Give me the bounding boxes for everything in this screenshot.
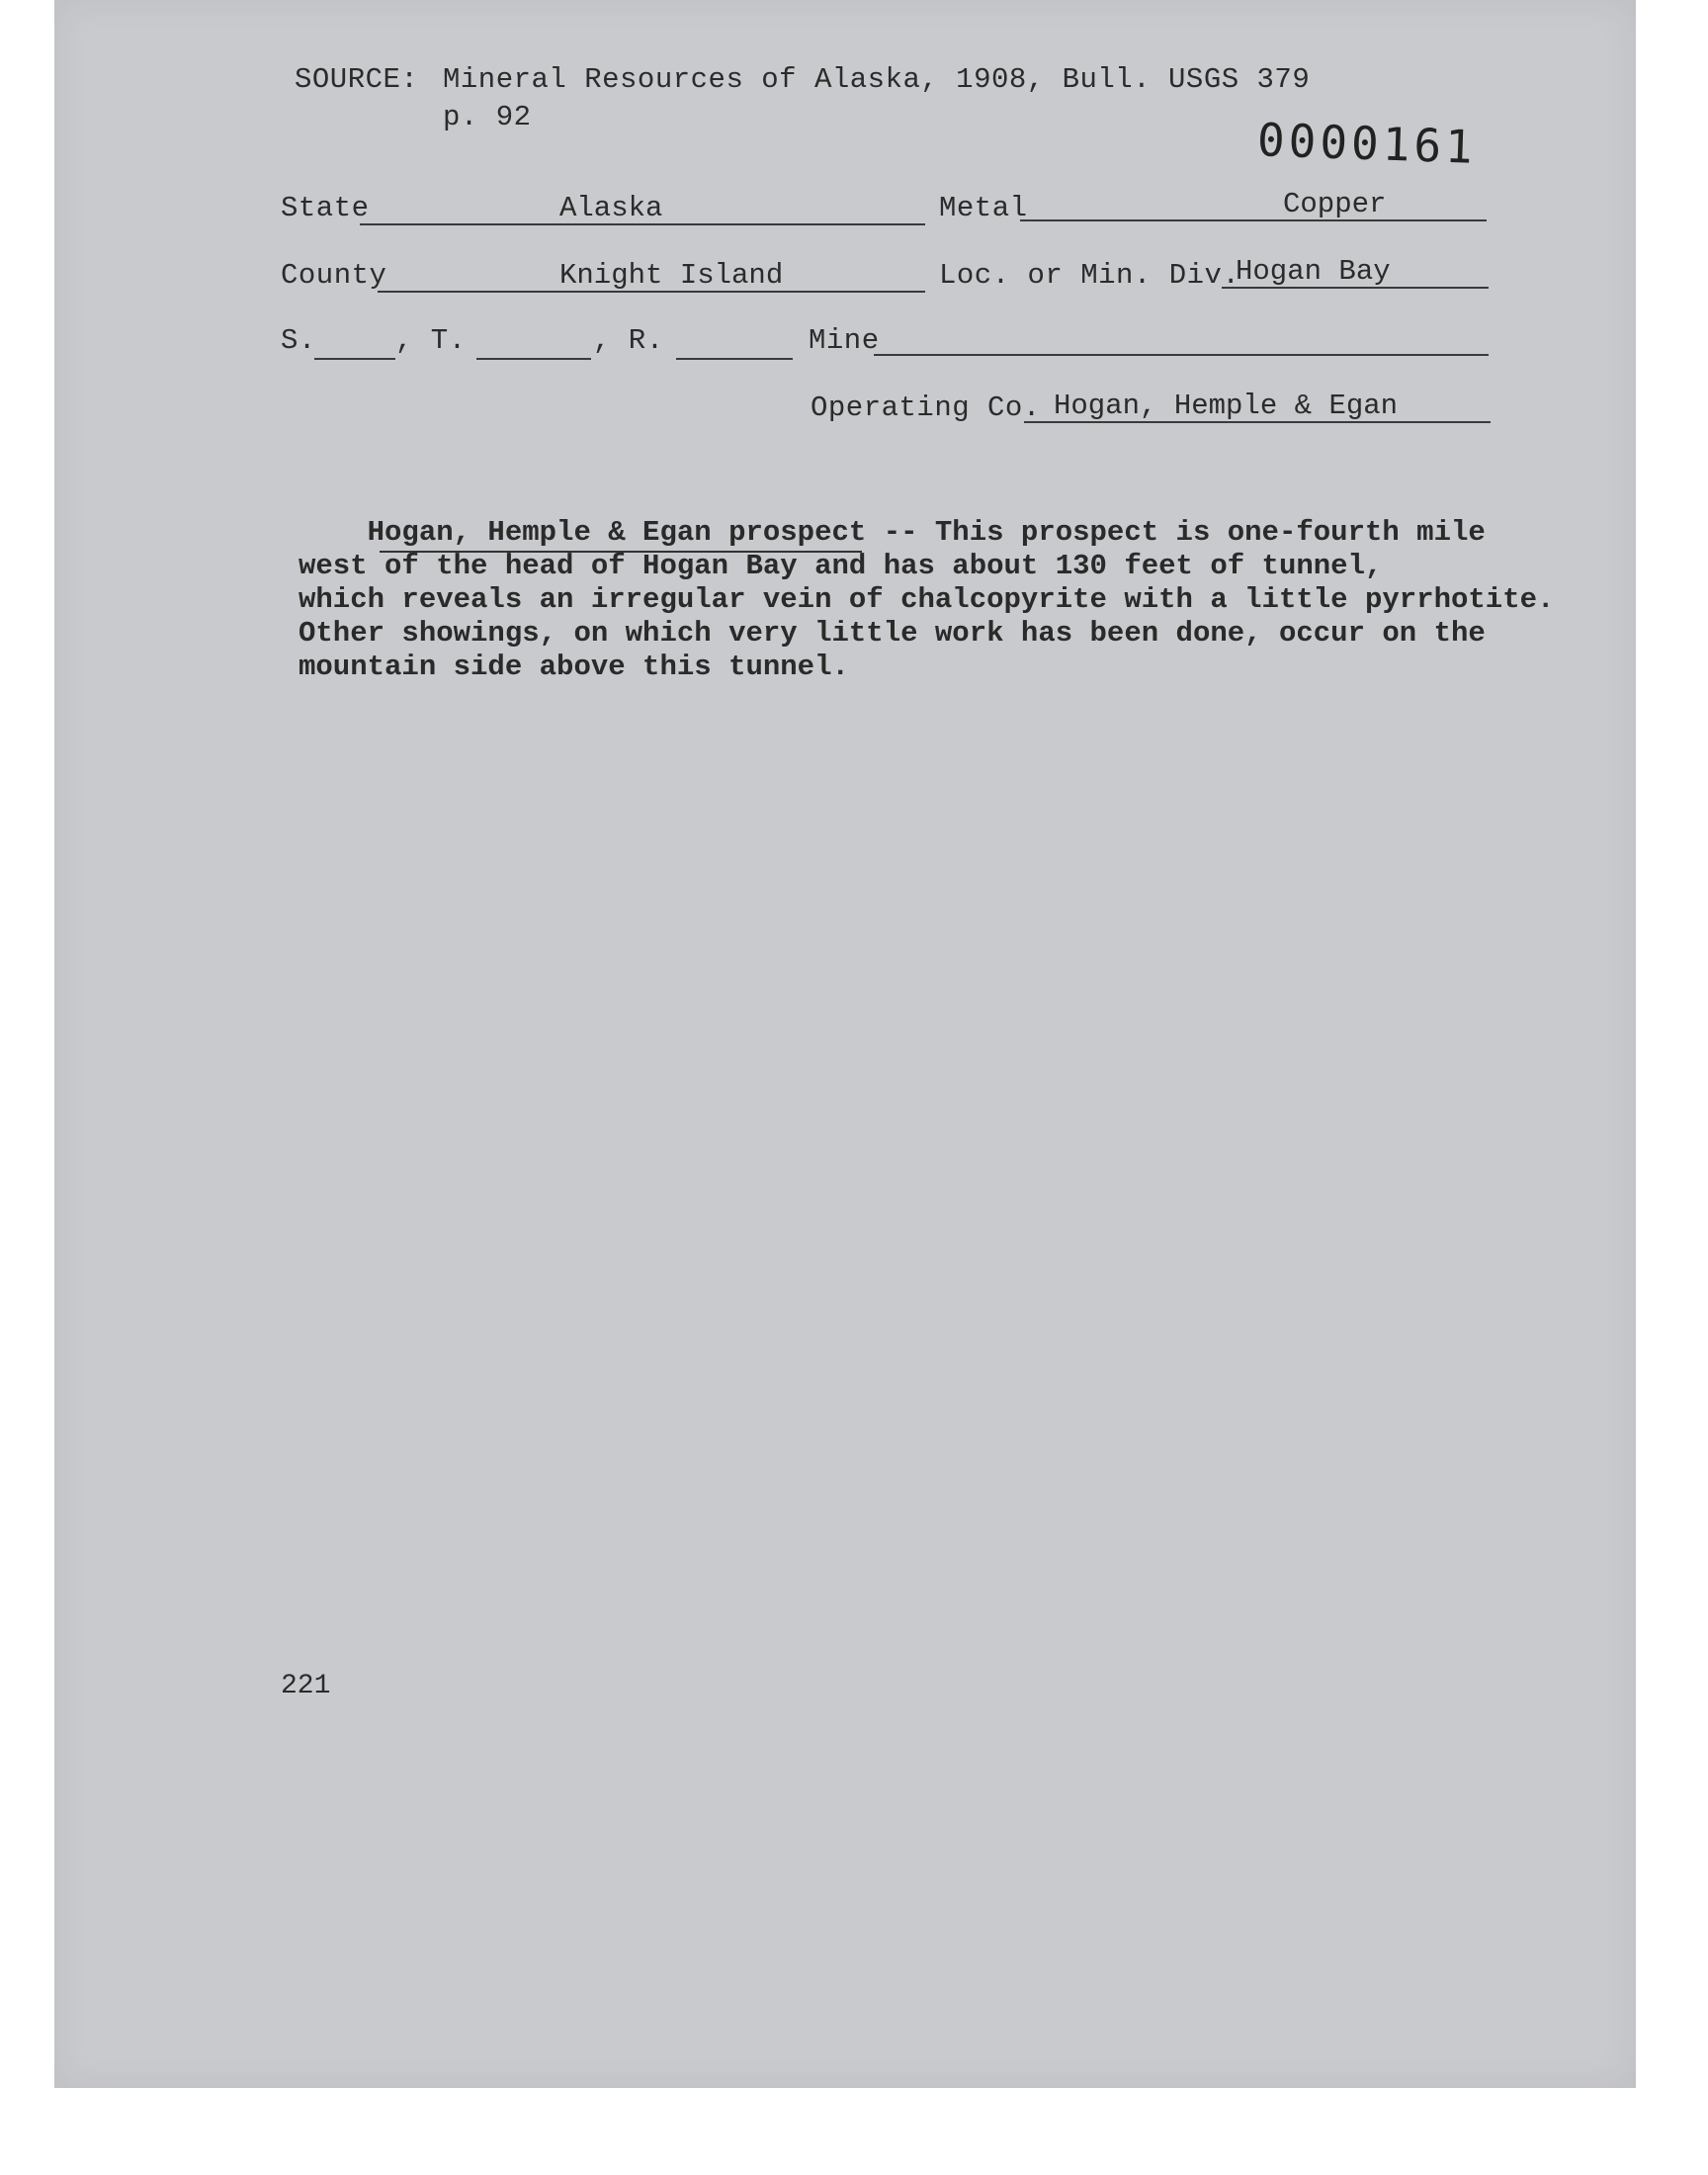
source-page: p. 92 xyxy=(443,101,532,133)
metal-label: Metal xyxy=(939,192,1028,224)
document-number: 0000161 xyxy=(1256,113,1478,174)
description-line: west of the head of Hogan Bay and has about 130 feet of tunnel, xyxy=(299,550,1383,582)
page-number: 221 xyxy=(281,1671,331,1701)
mine-label: Mine xyxy=(809,324,880,357)
description-paragraph xyxy=(299,516,1554,684)
operating-co-label: Operating Co. xyxy=(811,392,1041,424)
range-line xyxy=(676,358,793,360)
mine-line xyxy=(874,354,1489,356)
section-label: S. xyxy=(281,324,316,357)
county-value: Knight Island xyxy=(559,259,784,292)
township-line xyxy=(476,358,591,360)
loc-div-label: Loc. or Min. Div. xyxy=(939,259,1240,292)
county-label: County xyxy=(281,259,387,292)
description-line: mountain side above this tunnel. xyxy=(299,651,849,683)
metal-line xyxy=(1020,219,1487,221)
description-line: Hogan, Hemple & Egan prospect -- This prospect is one-fourth mile xyxy=(299,516,1486,549)
source-title: Mineral Resources of Alaska, 1908, Bull. USGS 379 xyxy=(443,63,1311,96)
township-label: , T. xyxy=(395,324,467,357)
state-value: Alaska xyxy=(559,192,663,224)
description-line: which reveals an irregular vein of chalcopyrite with a little pyrrhotite. xyxy=(299,583,1555,616)
operating-co-value: Hogan, Hemple & Egan xyxy=(1054,390,1399,422)
state-label: State xyxy=(281,192,370,224)
metal-value: Copper xyxy=(1283,188,1387,220)
document-page xyxy=(54,0,1636,2088)
loc-div-value: Hogan Bay xyxy=(1236,255,1391,288)
section-line xyxy=(314,358,395,360)
source-label: SOURCE: xyxy=(295,63,419,96)
description-line: Other showings, on which very little work has been done, occur on the xyxy=(299,617,1486,650)
prospect-name-underline xyxy=(380,551,862,553)
range-label: , R. xyxy=(593,324,664,357)
